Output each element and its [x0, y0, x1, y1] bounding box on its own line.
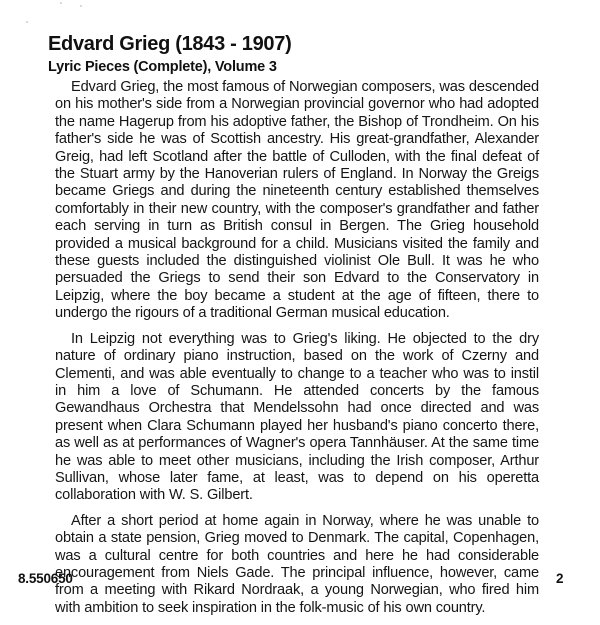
scan-speck	[26, 21, 28, 23]
page-title: Edvard Grieg (1843 - 1907)	[48, 33, 292, 55]
paragraph: In Leipzig not everything was to Grieg's liking. He objected to the dry nature of ordinary piano instruction, based on the work of Czerny and Clementi, and was able eventually to change to a teacher who was to instil in him a love of Schumann. He attended concerts by the famous Gewandhaus Orchestra that Mendelssohn had once directed and was present when Clara Schumann played her husband's piano concerto there, as well as at performances of Wagner's opera Tannhäuser. At the same time he was able to meet other musicians, including the Irish composer, Arthur Sullivan, whose later fame, at least, was to depend on his operetta collaboration with W. S. Gilbert.	[55, 330, 539, 504]
page-number: 2	[556, 571, 564, 586]
scan-speck	[80, 5, 82, 7]
page-subtitle: Lyric Pieces (Complete), Volume 3	[48, 59, 277, 75]
article-body	[55, 79, 539, 625]
catalog-number: 8.550650	[18, 571, 73, 586]
scan-speck	[60, 2, 62, 4]
paragraph: After a short period at home again in Norway, where he was unable to obtain a state pension, Grieg moved to Denmark. The capital, Copenhagen, was a cultural centre for both countries and here he had considerable encouragement from Niels Gade. The principal influence, however, came from a meeting with Rikard Nordraak, a young Norwegian, who fired him with ambition to seek inspiration in the folk-music of his own country.	[55, 512, 539, 616]
paragraph: Edvard Grieg, the most famous of Norwegian composers, was descended on his mother's side from a Norwegian provincial governor who had adopted the name Hagerup from his adoptive father, the Bishop of Trondheim. On his father's side he was of Scottish ancestry. His great-grandfather, Alexander Greig, had left Scotland after the battle of Culloden, with the final defeat of the Stuart army by the Hanoverian rulers of England. In Norway the Greigs became Griegs and during the nineteenth century established themselves comfortably in their new country, with the composer's grandfather and father each serving in turn as British consul in Bergen. The Grieg household provided a musical background for a child. Musicians visited the family and these guests included the distinguished violinist Ole Bull. It was he who persuaded the Griegs to send their son Edvard to the Conservatory in Leipzig, where the boy became a student at the age of fifteen, there to undergo the rigours of a traditional German musical education.	[55, 79, 539, 322]
